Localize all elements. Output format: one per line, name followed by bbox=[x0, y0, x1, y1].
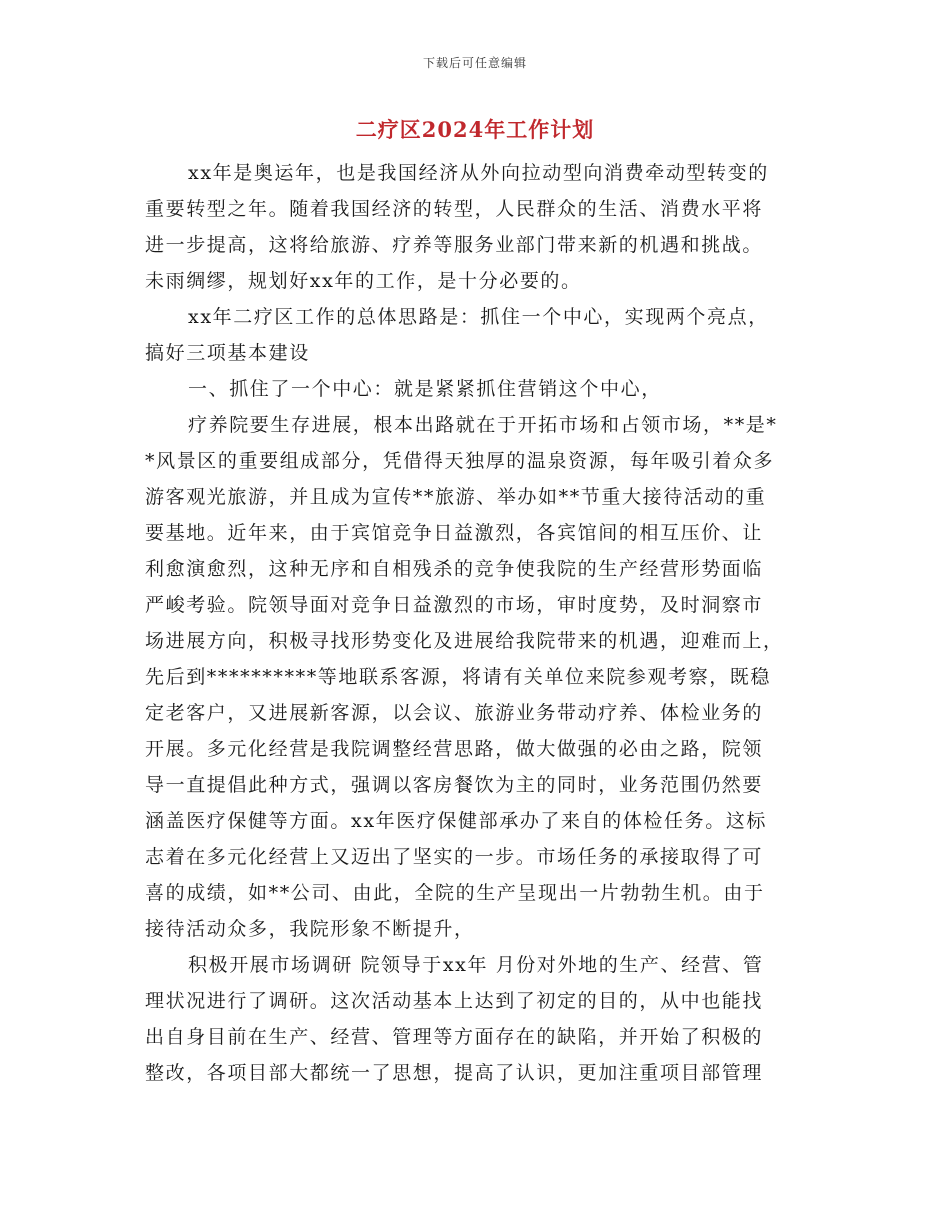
paragraph-overall-approach bbox=[145, 299, 805, 371]
paragraph-market-research bbox=[145, 947, 805, 1091]
paragraph-line: 喜的成绩，如**公司、由此，全院的生产呈现出一片勃勃生机。由于 bbox=[145, 882, 765, 904]
paragraph-line: 理状况进行了调研。这次活动基本上达到了初定的目的，从中也能找 bbox=[145, 990, 764, 1012]
paragraph-line: 导一直提倡此种方式，强调以客房餐饮为主的同时，业务范围仍然要 bbox=[145, 774, 764, 796]
paragraph-line: xx年是奥运年，也是我国经济从外向拉动型向消费牵动型转变的 bbox=[188, 162, 769, 184]
header-note: 下载后可任意编辑 bbox=[422, 56, 527, 70]
paragraph-line: 先后到**********等地联系客源，将请有关单位来院参观考察，既稳 bbox=[145, 666, 772, 688]
paragraph-line: 开展。多元化经营是我院调整经营思路，做大做强的必由之路，院领 bbox=[145, 738, 764, 760]
paragraph-line: *风景区的重要组成部分，凭借得天独厚的温泉资源，每年吸引着众多 bbox=[145, 450, 775, 472]
paragraph-line: 严峻考验。院领导面对竞争日益激烈的市场，审时度势，及时洞察市 bbox=[145, 594, 764, 616]
paragraph-line: 整改，各项目部大都统一了思想，提高了认识，更加注重项目部管理 bbox=[145, 1062, 764, 1084]
paragraph-line: 未雨绸缪，规划好xx年的工作，是十分必要的。 bbox=[145, 270, 582, 292]
paragraph-line: 积极开展市场调研 院领导于xx年 月份对外地的生产、经营、管 bbox=[188, 954, 764, 976]
paragraph-line: 游客观光旅游，并且成为宣传**旅游、举办如**节重大接待活动的重 bbox=[145, 486, 767, 508]
paragraph-line: 一、抓住了一个中心：就是紧紧抓住营销这个中心， bbox=[188, 378, 662, 400]
paragraph-line: 进一步提高，这将给旅游、疗养等服务业部门带来新的机遇和挑战。 bbox=[145, 234, 764, 256]
paragraph-line: 疗养院要生存进展，根本出路就在于开拓市场和占领市场，**是* bbox=[188, 414, 778, 436]
paragraph-line: 场进展方向，积极寻找形势变化及进展给我院带来的机遇，迎难而上， bbox=[145, 630, 784, 652]
paragraph-olympic-year bbox=[145, 155, 805, 299]
paragraph-line: 定老客户，又进展新客源，以会议、旅游业务带动疗养、体检业务的 bbox=[145, 702, 764, 724]
document-title: 二疗区2024年工作计划 bbox=[355, 117, 595, 142]
paragraph-line: 利愈演愈烈，这种无序和自相残杀的竞争使我院的生产经营形势面临 bbox=[145, 558, 764, 580]
paragraph-line: 志着在多元化经营上又迈出了坚实的一步。市场任务的承接取得了可 bbox=[145, 846, 764, 868]
paragraph-line: 涵盖医疗保健等方面。xx年医疗保健部承办了来自的体检任务。这标 bbox=[145, 810, 768, 832]
paragraph-line: 重要转型之年。随着我国经济的转型，人民群众的生活、消费水平将 bbox=[145, 198, 764, 220]
paragraph-line: 出自身目前在生产、经营、管理等方面存在的缺陷，并开始了积极的 bbox=[145, 1026, 764, 1048]
paragraph-market-development bbox=[145, 407, 805, 947]
paragraph-line: 要基地。近年来，由于宾馆竞争日益激烈，各宾馆间的相互压价、让 bbox=[145, 522, 764, 544]
paragraph-line: 搞好三项基本建设 bbox=[145, 342, 310, 364]
paragraph-line: 接待活动众多，我院形象不断提升， bbox=[145, 918, 475, 940]
paragraph-section-one-heading bbox=[145, 371, 805, 407]
document-body bbox=[145, 155, 805, 1091]
paragraph-line: xx年二疗区工作的总体思路是：抓住一个中心，实现两个亮点， bbox=[188, 306, 769, 328]
